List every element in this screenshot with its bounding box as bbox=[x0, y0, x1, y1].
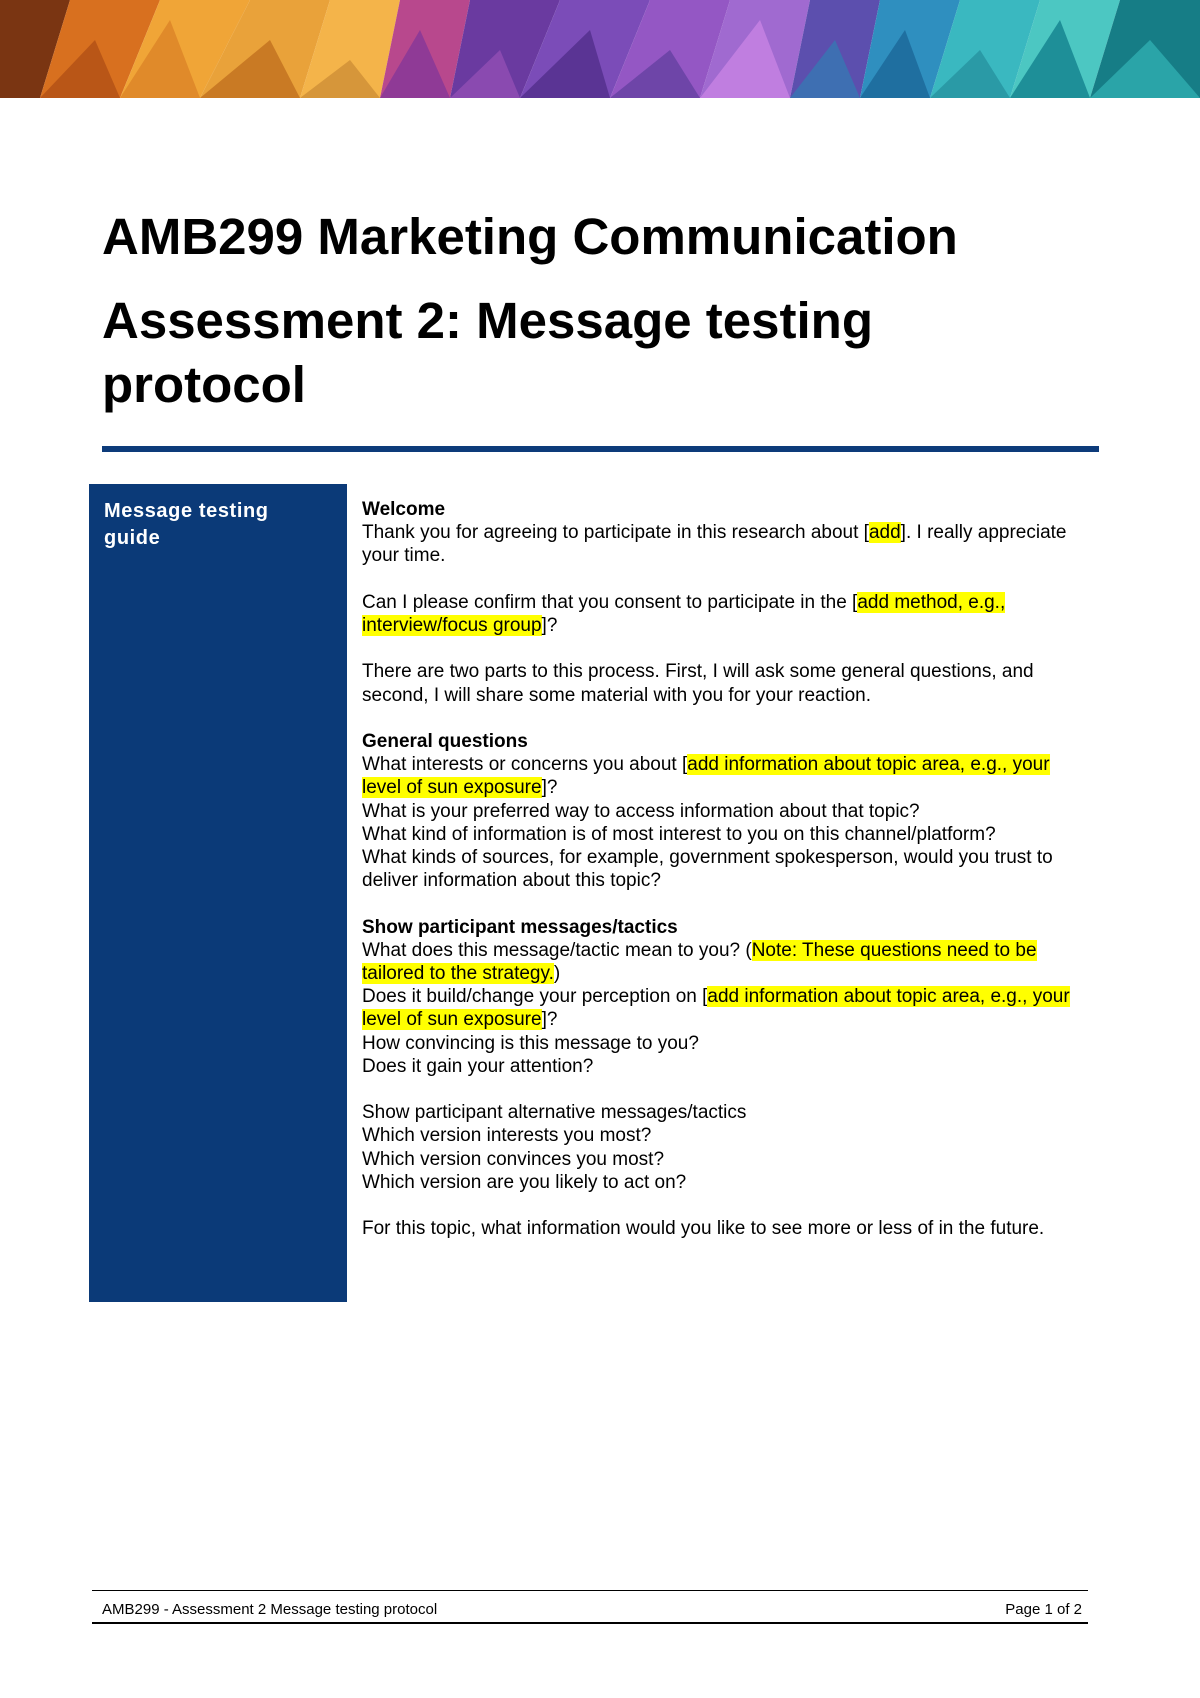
header-banner bbox=[0, 0, 1200, 98]
footer-document-title: AMB299 - Assessment 2 Message testing protocol bbox=[102, 1601, 438, 1618]
side-panel bbox=[89, 484, 347, 1302]
text-span: ]. I really appreciate your time. bbox=[362, 522, 1067, 567]
welcome-paragraph-2 bbox=[362, 591, 1074, 637]
show-question-3: How convincing is this message to you? bbox=[362, 1032, 699, 1054]
text-span: Does it build/change your perception on [ bbox=[362, 986, 708, 1008]
document-title bbox=[102, 205, 1062, 417]
spacer bbox=[362, 707, 1074, 730]
general-question-4: What kinds of sources, for example, government spokesperson, would you trust to deliver information about this topic? bbox=[362, 847, 1053, 892]
page-footer bbox=[102, 1599, 1082, 1621]
general-question-2: What is your preferred way to access information about that topic? bbox=[362, 800, 920, 822]
show-question-4: Does it gain your attention? bbox=[362, 1055, 594, 1077]
spacer bbox=[362, 1078, 1074, 1101]
alternatives-question-1: Which version interests you most? bbox=[362, 1125, 652, 1147]
footer-page-number: Page 1 of 2 bbox=[1005, 1601, 1082, 1618]
general-question-1 bbox=[362, 753, 1074, 799]
text-span: ]? bbox=[541, 777, 558, 799]
title-line-course: AMB299 Marketing Communication bbox=[102, 208, 958, 265]
side-panel-label: Message testing guide bbox=[104, 500, 269, 549]
show-messages-heading: Show participant messages/tactics bbox=[362, 916, 678, 938]
text-span: Thank you for agreeing to participate in this research about [ bbox=[362, 522, 869, 544]
title-line-protocol: protocol bbox=[102, 356, 306, 413]
spacer bbox=[362, 1194, 1074, 1217]
spacer bbox=[362, 568, 1074, 591]
welcome-paragraph-3: There are two parts to this process. First, I will ask some general questions, and second, I will share some material with you for your reaction. bbox=[362, 661, 1034, 706]
welcome-paragraph-1 bbox=[362, 521, 1074, 567]
alternatives-question-3: Which version are you likely to act on? bbox=[362, 1171, 687, 1193]
welcome-heading: Welcome bbox=[362, 499, 446, 520]
highlighted-note: Note: These questions need to be tailored to the strategy. bbox=[362, 939, 1037, 984]
highlighted-placeholder: add information about topic area, e.g., your level of sun exposure bbox=[362, 986, 1070, 1031]
show-question-1 bbox=[362, 939, 1074, 985]
text-span: ) bbox=[553, 963, 561, 984]
show-question-2 bbox=[362, 985, 1074, 1031]
alternatives-intro: Show participant alternative messages/tactics bbox=[362, 1102, 747, 1124]
spacer bbox=[362, 892, 1074, 915]
polygon-banner-graphic bbox=[0, 0, 1200, 98]
highlighted-placeholder: add information about topic area, e.g., your level of sun exposure bbox=[362, 754, 1050, 799]
highlighted-placeholder: add bbox=[868, 522, 901, 544]
text-span: What interests or concerns you about [ bbox=[362, 754, 688, 776]
alternatives-question-2: Which version convinces you most? bbox=[362, 1148, 665, 1170]
guide-content bbox=[362, 498, 1074, 1240]
title-divider bbox=[102, 446, 1099, 452]
footer-rule-bottom bbox=[92, 1622, 1088, 1624]
text-span: ]? bbox=[541, 615, 558, 636]
general-questions-heading: General questions bbox=[362, 730, 528, 752]
footer-rule-top bbox=[92, 1590, 1088, 1591]
text-span: What does this message/tactic mean to you? ( bbox=[362, 939, 752, 961]
guide-table bbox=[89, 484, 1089, 1302]
text-span: Can I please confirm that you consent to participate in the [ bbox=[362, 591, 858, 613]
closing-question: For this topic, what information would you like to see more or less of in the future. bbox=[362, 1218, 1045, 1240]
spacer bbox=[362, 637, 1074, 660]
text-span: ]? bbox=[541, 1009, 558, 1031]
highlighted-placeholder: add method, e.g., interview/focus group bbox=[362, 591, 1006, 636]
title-line-assessment: Assessment 2: Message testing bbox=[102, 292, 873, 349]
general-question-3: What kind of information is of most interest to you on this channel/platform? bbox=[362, 823, 996, 845]
